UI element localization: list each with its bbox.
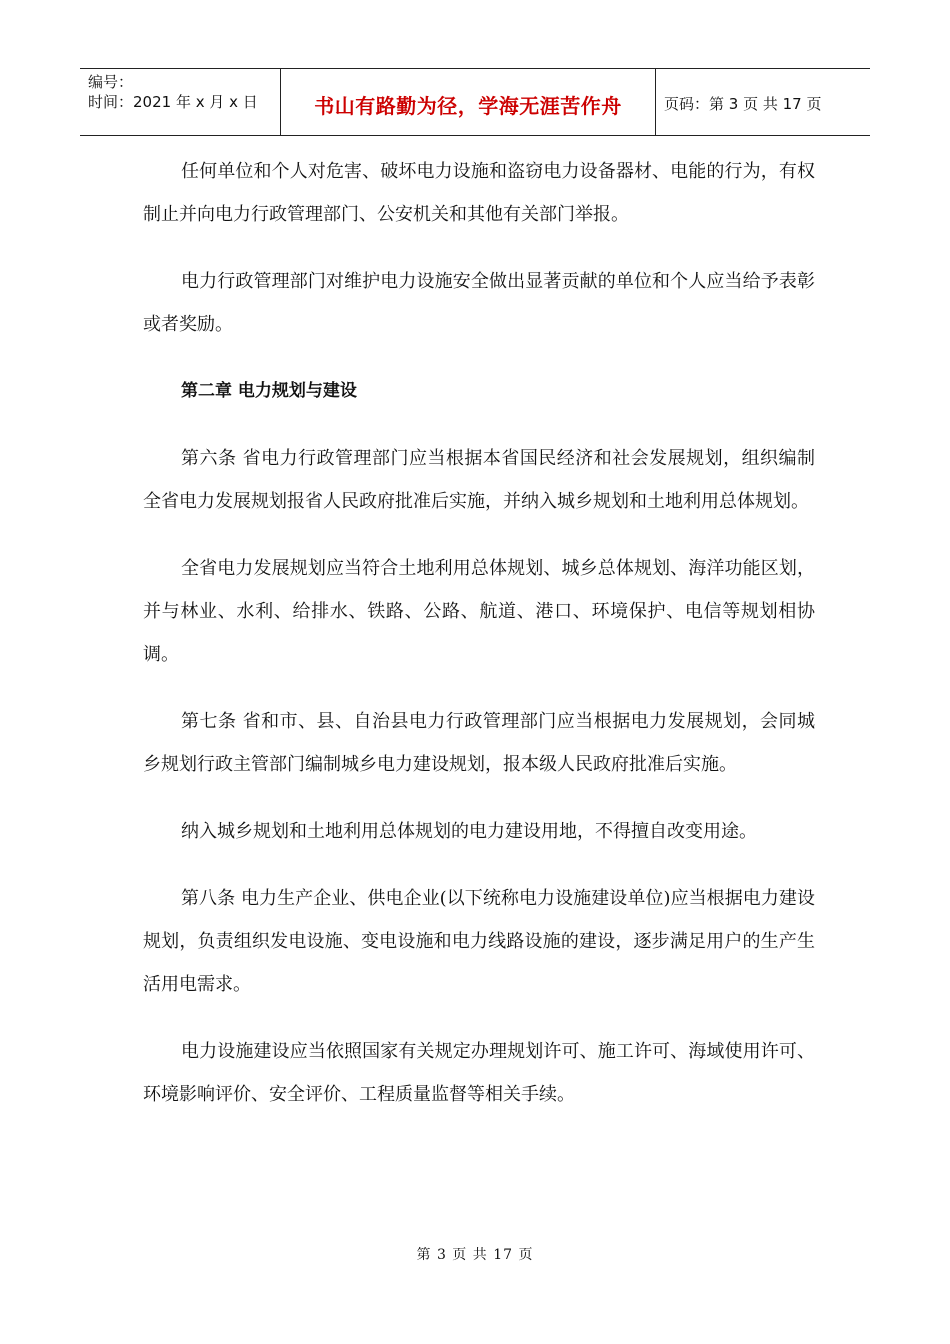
body-paragraph: 第七条 省和市、县、自治县电力行政管理部门应当根据电力发展规划，会同城乡规划行政主管部门编制城乡电力建设规划，报本级人民政府批准后实施。 <box>143 711 815 775</box>
body-paragraph: 第八条 电力生产企业、供电企业(以下统称电力设施建设单位)应当根据电力建设规划，负责组织发电设施、变电设施和电力线路设施的建设，逐步满足用户的生产生活用电需求。 <box>143 888 815 995</box>
header-page-info: 页码：第 3 页 共 17 页 <box>664 94 822 113</box>
body-paragraph: 全省电力发展规划应当符合土地利用总体规划、城乡总体规划、海洋功能区划，并与林业、水利、给排水、铁路、公路、航道、港口、环境保护、电信等规划相协调。 <box>143 558 815 665</box>
body-paragraph: 任何单位和个人对危害、破坏电力设施和盗窃电力设备器材、电能的行为，有权制止并向电力行政管理部门、公安机关和其他有关部门举报。 <box>143 161 815 225</box>
header-meta <box>80 69 281 135</box>
page-header <box>80 68 870 136</box>
body-paragraph: 纳入城乡规划和土地利用总体规划的电力建设用地，不得擅自改变用途。 <box>181 821 757 842</box>
body-paragraph: 第六条 省电力行政管理部门应当根据本省国民经济和社会发展规划，组织编制全省电力发展规划报省人民政府批准后实施，并纳入城乡规划和土地利用总体规划。 <box>143 448 815 512</box>
document-date: 时间：2021 年 x 月 x 日 <box>88 93 258 111</box>
page-footer: 第 3 页 共 17 页 <box>416 1247 534 1263</box>
header-motto: 书山有路勤为径，学海无涯苦作舟 <box>281 69 656 135</box>
chapter-heading: 第二章 电力规划与建设 <box>181 381 357 401</box>
body-paragraph: 电力设施建设应当依照国家有关规定办理规划许可、施工许可、海域使用许可、环境影响评价、安全评价、工程质量监督等相关手续。 <box>143 1041 815 1105</box>
document-body <box>143 150 815 1140</box>
body-paragraph: 电力行政管理部门对维护电力设施安全做出显著贡献的单位和个人应当给予表彰或者奖励。 <box>143 271 815 335</box>
document-number-label: 编号： <box>88 73 134 91</box>
